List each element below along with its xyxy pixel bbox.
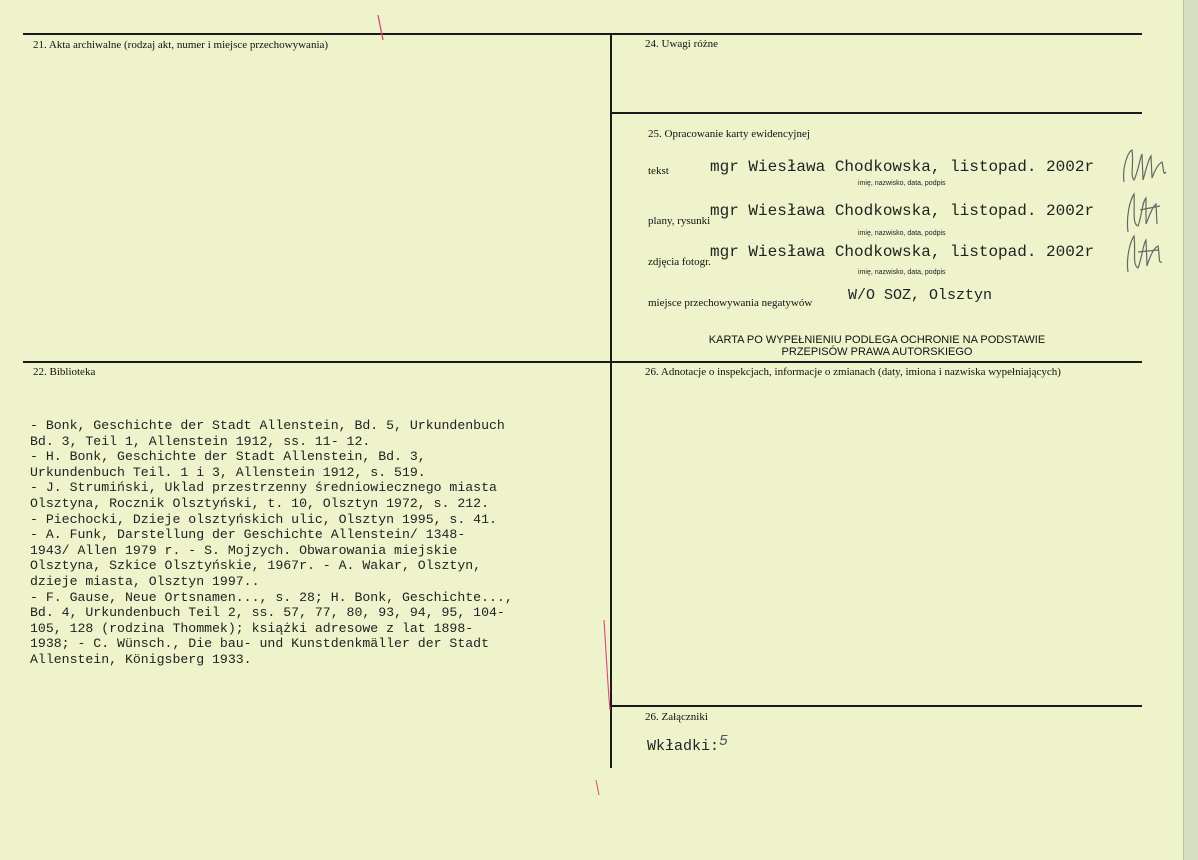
bibliography-list [30, 418, 605, 668]
photos-row-value: mgr Wiesława Chodkowska, listopad. 2002r [710, 243, 1095, 261]
plans-row-label: plany, rysunki [648, 215, 711, 227]
preparation-section-label: 25. Opracowanie karty ewidencyjnej [648, 128, 810, 140]
bibliography-line: - H. Bonk, Geschichte der Stadt Allenstein, Bd. 3, [30, 449, 426, 465]
bibliography-line: 1943/ Allen 1979 r. - S. Mojzych. Obwarowania miejskie [30, 542, 458, 558]
bibliography-line: - Bonk, Geschichte der Stadt Allenstein, Bd. 5, Urkundenbuch [30, 418, 505, 433]
bibliography-line: - A. Funk, Darstellung der Geschichte Allenstein/ 1348- [30, 527, 466, 543]
bibliography-line: Olsztyna, Rocznik Olsztyński, t. 10, Olsztyn 1972, s. 212. [30, 495, 489, 511]
bibliography-line: - F. Gause, Neue Ortsnamen..., s. 28; H. Bonk, Geschichte..., [30, 589, 513, 605]
library-section-label: 22. Biblioteka [33, 366, 96, 378]
bibliography-line: - J. Strumiński, Uklad przestrzenny średniowiecznego miasta [30, 480, 497, 496]
attachments-section-label: 26. Załączniki [645, 711, 708, 723]
signature-text [1118, 142, 1174, 190]
signature-photos [1120, 228, 1170, 276]
bibliography-line: Allenstein, Königsberg 1933. [30, 651, 252, 667]
text-row-label: tekst [648, 165, 669, 177]
bibliography-line: 105, 128 (rodzina Thommek); książki adresowe z lat 1898- [30, 620, 474, 636]
negatives-label: miejsce przechowywania negatywów [648, 297, 813, 309]
archival-section-label: 21. Akta archiwalne (rodzaj akt, numer i miejsce przechowywania) [33, 39, 329, 51]
bibliography-line: Bd. 4, Urkundenbuch Teil 2, ss. 57, 77, 80, 93, 94, 95, 104- [30, 605, 505, 621]
notes-rule [612, 112, 1142, 114]
bibliography-line: Olsztyna, Szkice Olsztyńskie, 1967r. - A. Wakar, Olsztyn, [30, 558, 482, 574]
copyright-notice-line1: KARTA PO WYPEŁNIENIU PODLEGA OCHRONIE NA PODSTAWIE [708, 334, 1046, 346]
bibliography-line: Urkundenbuch Teil. 1 i 3, Allenstein 1912, s. 519. [30, 464, 426, 480]
text-row-value: mgr Wiesława Chodkowska, listopad. 2002r [710, 158, 1095, 176]
notes-section-label: 24. Uwagi różne [645, 38, 719, 50]
copyright-notice [612, 334, 1142, 358]
bibliography-line: dzieje miasta, Olsztyn 1997.. [30, 573, 260, 589]
plans-row-hint: imię, nazwisko, data, podpis [858, 230, 946, 237]
bibliography-line: 1938; - C. Wünsch., Die bau- und Kunstdenkmäller der Stadt [30, 636, 489, 652]
attachments-value-label: Wkładki: [647, 738, 720, 755]
card-edge [1183, 0, 1198, 860]
attachments-rule [612, 705, 1142, 707]
photos-row-label: zdjęcia fotogr. [648, 256, 711, 268]
pink-marker-lines [370, 10, 640, 800]
text-row-hint: imię, nazwisko, data, podpis [858, 180, 946, 187]
attachments-count: 5 [719, 733, 729, 750]
bibliography-line: Bd. 3, Teil 1, Allenstein 1912, ss. 11- 12. [30, 433, 371, 449]
copyright-notice-line2: PRZEPISÓW PRAWA AUTORSKIEGO [781, 346, 973, 358]
bibliography-line: - Piechocki, Dzieje olsztyńskich ulic, Olsztyn 1995, s. 41. [30, 511, 497, 527]
photos-row-hint: imię, nazwisko, data, podpis [858, 269, 946, 276]
annotations-section-label: 26. Adnotacje o inspekcjach, informacje o zmianach (daty, imiona i nazwiska wypełniających) [645, 366, 1061, 378]
plans-row-value: mgr Wiesława Chodkowska, listopad. 2002r [710, 202, 1095, 220]
negatives-value: W/O SOZ, Olsztyn [848, 287, 993, 304]
